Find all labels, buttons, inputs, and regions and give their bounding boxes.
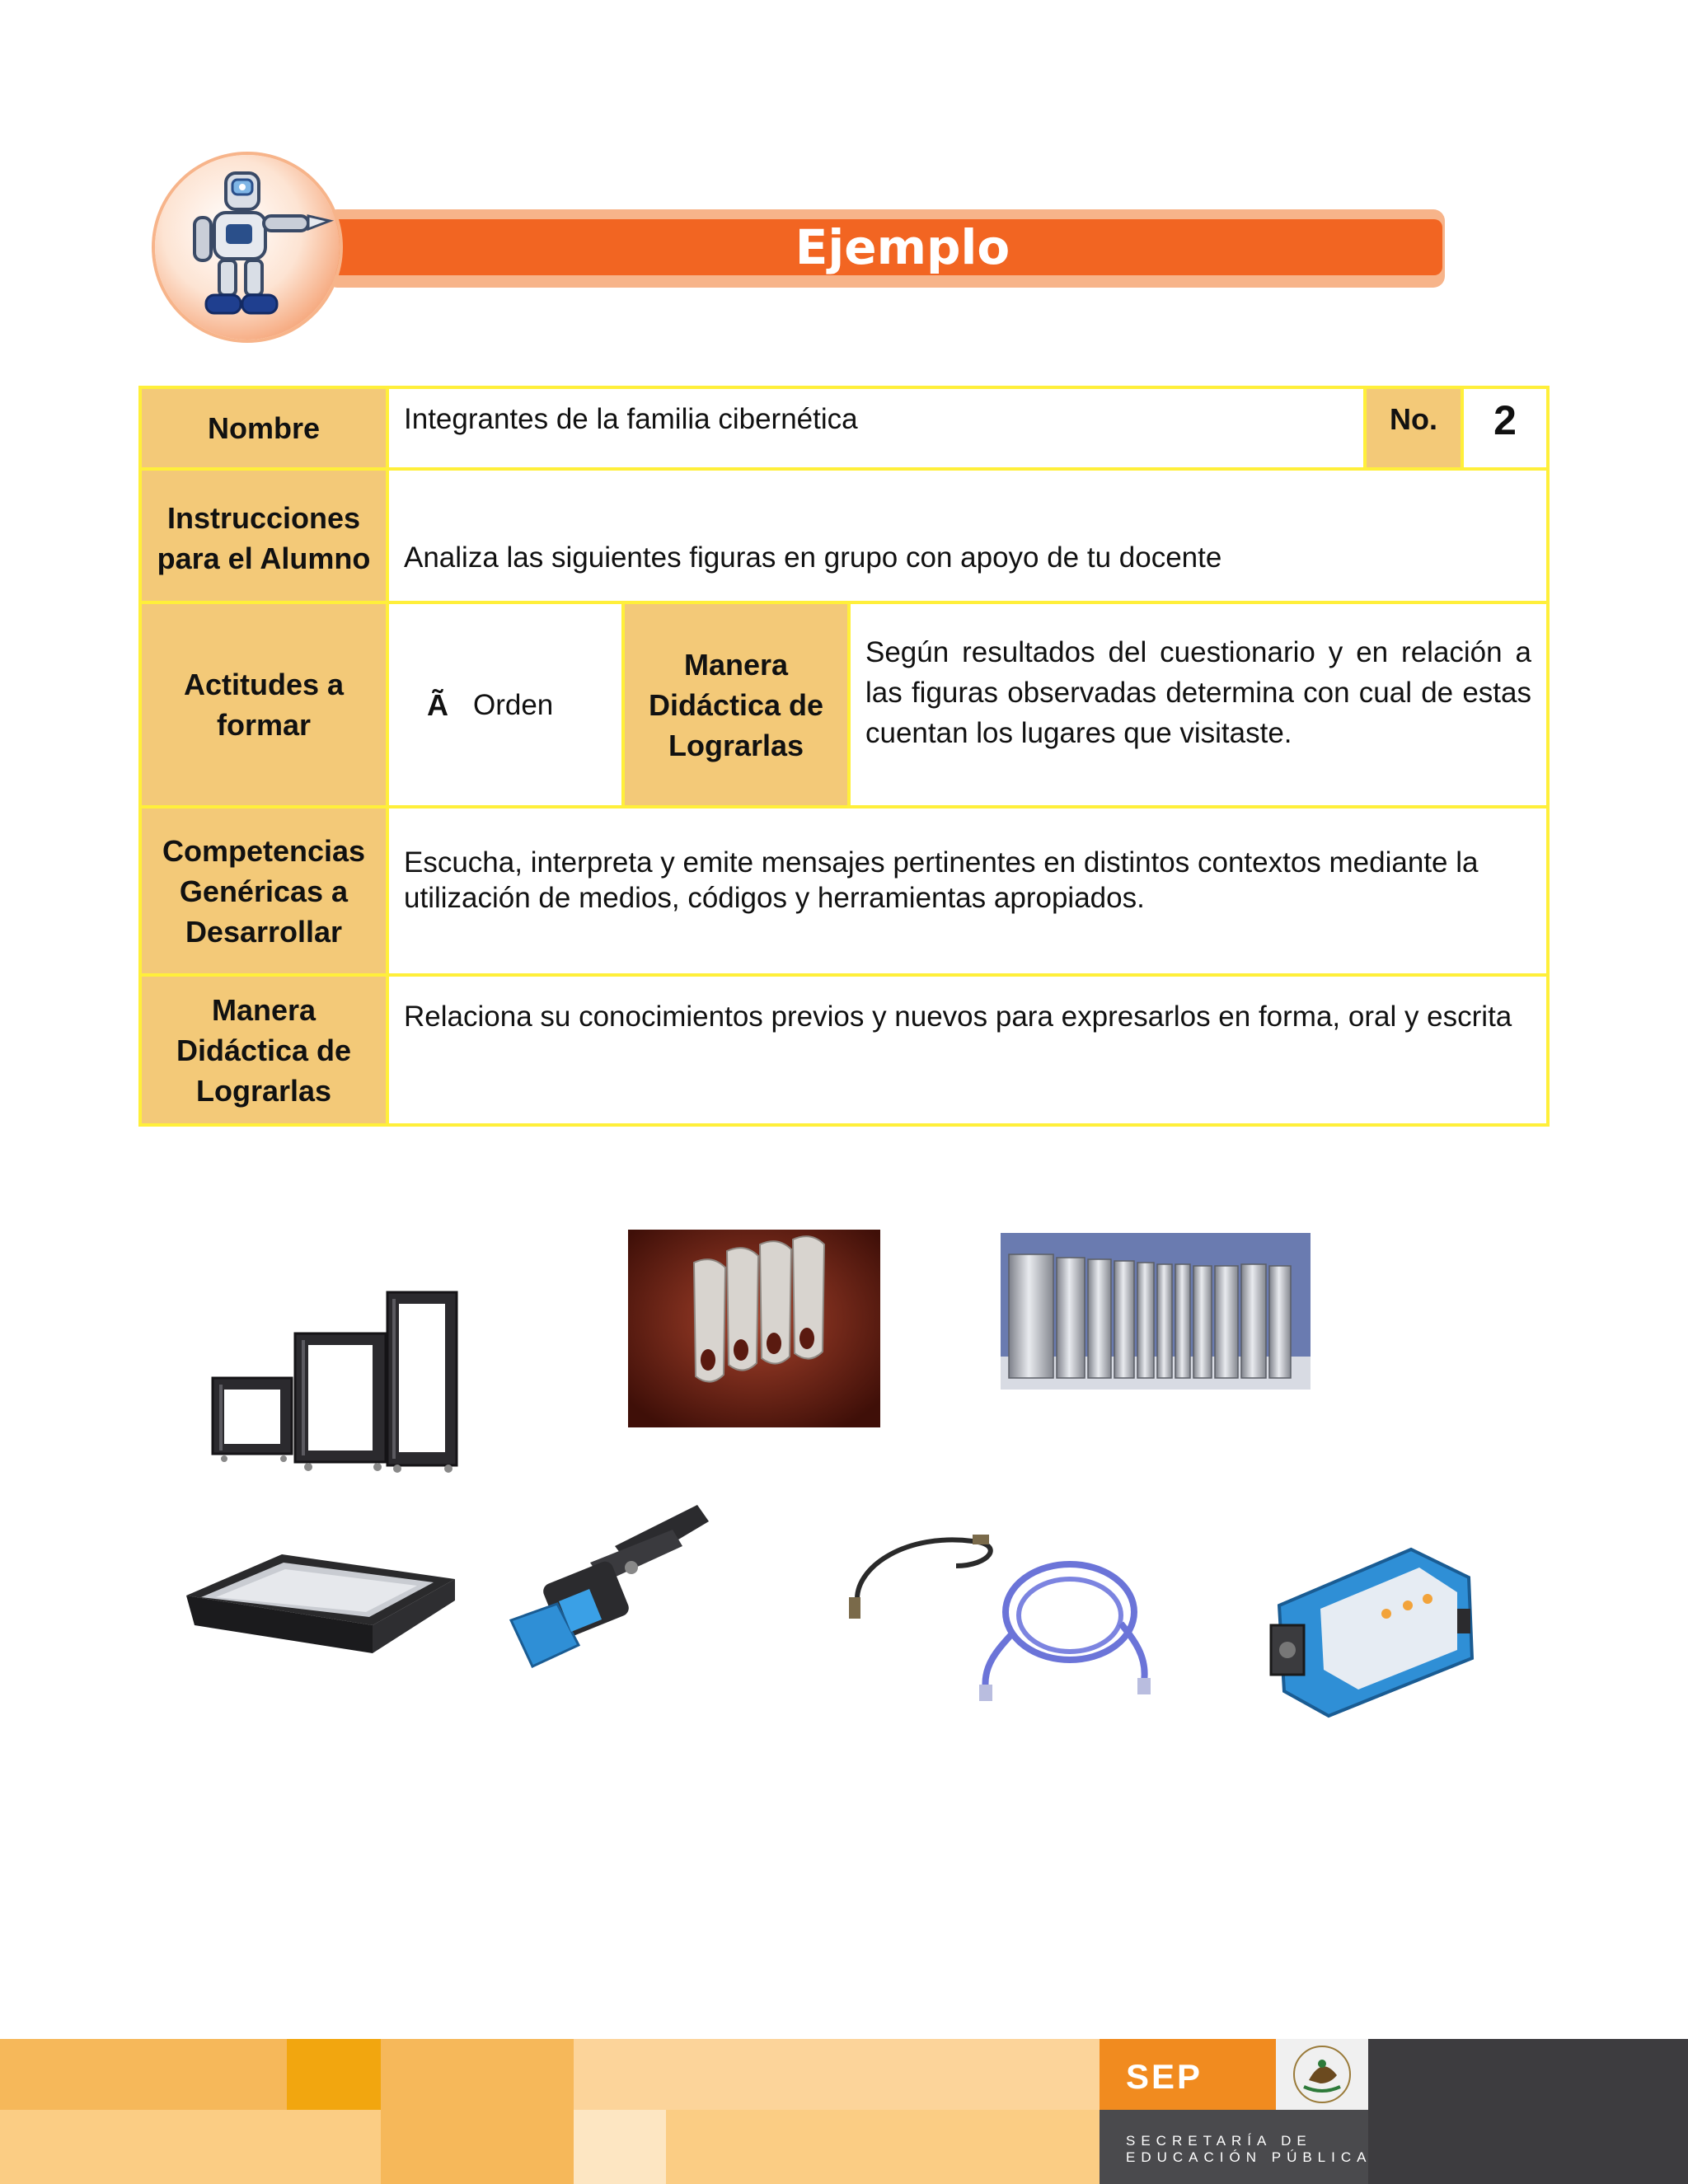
crimping-tool-image <box>499 1497 710 1675</box>
footer-block <box>574 2110 666 2184</box>
bullet-icon: Ã <box>427 687 448 722</box>
no-value: 2 <box>1461 386 1550 471</box>
footer-dark-panel <box>1368 2039 1688 2184</box>
floor-box-image <box>183 1546 458 1670</box>
instrucciones-value: Analiza las siguientes figuras en grupo con apoyo de tu docente <box>386 467 1550 604</box>
footer-block <box>0 2039 287 2110</box>
robot-mascot-icon <box>155 155 340 340</box>
network-cables-image <box>841 1516 1156 1706</box>
sep-caption-line1: SECRETARÍA DE <box>1126 2133 1312 2149</box>
rack-cabinets-image <box>204 1286 476 1475</box>
actitudes-label: Actitudes a formar <box>138 601 389 808</box>
footer-block <box>287 2039 381 2110</box>
manera2-value: Relaciona su conocimientos previos y nuevos para expresarlos en forma, oral y escrita <box>386 973 1550 1127</box>
no-label: No. <box>1363 386 1464 471</box>
footer-block <box>381 2039 574 2110</box>
actitudes-value: Orden <box>473 688 554 721</box>
manera-value: Según resultados del cuestionario y en relación a las figuras observadas determina con cual de estas cuentan los lugares que visitaste. <box>847 601 1550 808</box>
manera-label: Manera Didáctica de Lograrlas <box>621 601 851 808</box>
nombre-value: Integrantes de la familia cibernética <box>386 386 1367 471</box>
footer-block <box>574 2039 1100 2110</box>
banner-title: Ejemplo <box>795 219 1010 275</box>
cable-tester-image <box>1263 1535 1480 1726</box>
coat-of-arms-panel <box>1276 2039 1368 2110</box>
competencias-value: Escucha, interpreta y emite mensajes pertinentes en distintos contextos mediante la utilización de medios, códigos y herramientas apropiados. <box>386 805 1550 977</box>
actitudes-cell <box>386 601 625 808</box>
instrucciones-label: Instrucciones para el Alumno <box>138 467 389 604</box>
footer-block <box>666 2110 1100 2184</box>
sep-caption-line2: EDUCACIÓN PÚBLICA <box>1126 2149 1372 2165</box>
mexico-coat-of-arms-icon <box>1276 2039 1368 2110</box>
nombre-label: Nombre <box>138 386 389 471</box>
cable-lugs-image <box>628 1230 880 1427</box>
metal-tubes-image <box>1001 1233 1311 1390</box>
competencias-label: Competencias Genéricas a Desarrollar <box>138 805 389 977</box>
manera2-label: Manera Didáctica de Lograrlas <box>138 973 389 1127</box>
footer-block <box>0 2110 381 2184</box>
sep-logo: SEP <box>1126 2057 1203 2096</box>
footer-block <box>381 2110 574 2184</box>
